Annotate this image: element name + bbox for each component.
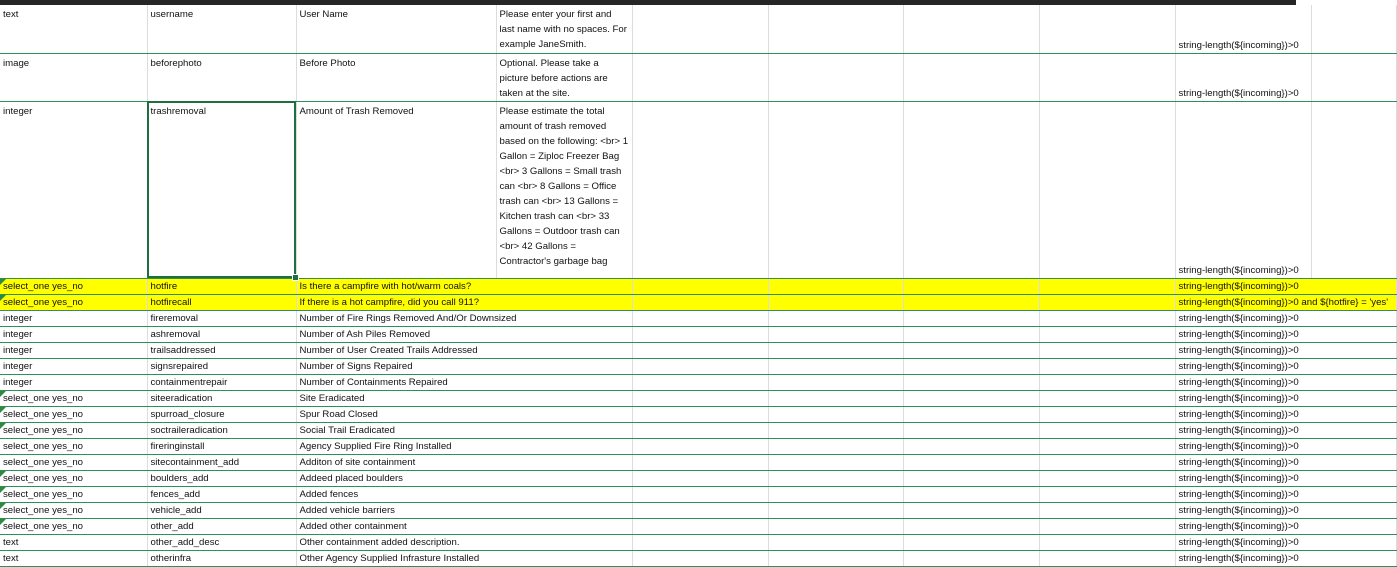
name-cell[interactable]: otherinfra bbox=[147, 550, 296, 566]
type-cell[interactable]: text bbox=[0, 5, 147, 53]
empty-cell[interactable] bbox=[768, 470, 903, 486]
type-cell[interactable]: text bbox=[0, 550, 147, 566]
table-row bbox=[0, 422, 1396, 438]
name-cell[interactable]: fireringinstall bbox=[147, 438, 296, 454]
empty-cell[interactable] bbox=[632, 406, 768, 422]
fill-handle[interactable] bbox=[292, 274, 299, 281]
empty-cell[interactable] bbox=[768, 390, 903, 406]
empty-cell[interactable] bbox=[903, 326, 1039, 342]
error-indicator-icon[interactable] bbox=[0, 487, 6, 493]
name-cell[interactable]: spurroad_closure bbox=[147, 406, 296, 422]
constraint-cell[interactable]: string-length(${incoming})>0 and ${hotfire} = 'yes' bbox=[1175, 294, 1396, 310]
constraint-cell[interactable]: string-length(${incoming})>0 bbox=[1175, 422, 1396, 438]
empty-cell[interactable] bbox=[903, 518, 1039, 534]
table-row bbox=[0, 486, 1396, 502]
empty-cell[interactable] bbox=[1039, 294, 1175, 310]
empty-cell[interactable] bbox=[632, 534, 768, 550]
table-row bbox=[0, 358, 1396, 374]
constraint-cell[interactable]: string-length(${incoming})>0 bbox=[1175, 550, 1396, 566]
constraint-cell[interactable]: string-length(${incoming})>0 bbox=[1175, 406, 1396, 422]
label-cell[interactable]: Addeed placed boulders bbox=[296, 470, 632, 486]
empty-cell[interactable] bbox=[903, 294, 1039, 310]
empty-cell[interactable] bbox=[1039, 310, 1175, 326]
label-cell[interactable]: If there is a hot campfire, did you call 911? bbox=[296, 294, 632, 310]
table-row bbox=[0, 438, 1396, 454]
empty-cell[interactable] bbox=[632, 374, 768, 390]
empty-cell[interactable] bbox=[632, 294, 768, 310]
type-cell[interactable]: select_one yes_no bbox=[0, 294, 147, 310]
empty-cell[interactable] bbox=[632, 326, 768, 342]
constraint-cell[interactable]: string-length(${incoming})>0 bbox=[1175, 390, 1396, 406]
empty-cell[interactable] bbox=[1311, 101, 1396, 278]
empty-cell[interactable] bbox=[1039, 422, 1175, 438]
empty-cell[interactable] bbox=[632, 486, 768, 502]
empty-cell[interactable] bbox=[632, 422, 768, 438]
name-cell[interactable]: vehicle_add bbox=[147, 502, 296, 518]
table-row bbox=[0, 390, 1396, 406]
table-row bbox=[0, 454, 1396, 470]
empty-cell[interactable] bbox=[768, 278, 903, 294]
constraint-cell[interactable]: string-length(${incoming})>0 bbox=[1175, 342, 1396, 358]
table-row bbox=[0, 534, 1396, 550]
name-cell[interactable]: siteeradication bbox=[147, 390, 296, 406]
empty-cell[interactable] bbox=[903, 53, 1039, 101]
empty-cell[interactable] bbox=[768, 374, 903, 390]
name-cell[interactable]: ashremoval bbox=[147, 326, 296, 342]
empty-cell[interactable] bbox=[632, 518, 768, 534]
name-cell[interactable]: containmentrepair bbox=[147, 374, 296, 390]
empty-cell[interactable] bbox=[1311, 5, 1396, 53]
constraint-cell[interactable]: string-length(${incoming})>0 bbox=[1175, 534, 1396, 550]
empty-cell[interactable] bbox=[768, 294, 903, 310]
empty-cell[interactable] bbox=[768, 310, 903, 326]
name-cell[interactable]: fireremoval bbox=[147, 310, 296, 326]
hint-cell[interactable]: Optional. Please take a picture before actions are taken at the site. bbox=[496, 53, 632, 101]
empty-cell[interactable] bbox=[903, 342, 1039, 358]
empty-cell[interactable] bbox=[632, 53, 768, 101]
empty-cell[interactable] bbox=[1311, 53, 1396, 101]
type-cell[interactable]: select_one yes_no bbox=[0, 486, 147, 502]
empty-cell[interactable] bbox=[1039, 5, 1175, 53]
constraint-cell[interactable]: string-length(${incoming})>0 bbox=[1175, 326, 1396, 342]
empty-cell[interactable] bbox=[903, 374, 1039, 390]
type-cell[interactable]: select_one yes_no bbox=[0, 470, 147, 486]
empty-cell[interactable] bbox=[903, 358, 1039, 374]
empty-cell[interactable] bbox=[768, 486, 903, 502]
type-cell[interactable]: integer bbox=[0, 342, 147, 358]
empty-cell[interactable] bbox=[632, 470, 768, 486]
name-cell[interactable]: boulders_add bbox=[147, 470, 296, 486]
error-indicator-icon[interactable] bbox=[0, 471, 6, 477]
label-cell[interactable]: Is there a campfire with hot/warm coals? bbox=[296, 278, 632, 294]
type-cell[interactable]: integer bbox=[0, 374, 147, 390]
empty-cell[interactable] bbox=[1039, 486, 1175, 502]
empty-cell[interactable] bbox=[768, 358, 903, 374]
table-row bbox=[0, 101, 1396, 278]
type-cell[interactable]: select_one yes_no bbox=[0, 502, 147, 518]
error-indicator-icon[interactable] bbox=[0, 519, 6, 525]
label-cell[interactable]: Before Photo bbox=[296, 53, 496, 101]
type-cell[interactable]: select_one yes_no bbox=[0, 278, 147, 294]
label-cell[interactable]: Added vehicle barriers bbox=[296, 502, 632, 518]
type-cell[interactable]: image bbox=[0, 53, 147, 101]
table-row bbox=[0, 342, 1396, 358]
empty-cell[interactable] bbox=[768, 518, 903, 534]
empty-cell[interactable] bbox=[1039, 406, 1175, 422]
table-row bbox=[0, 294, 1396, 310]
empty-cell[interactable] bbox=[903, 438, 1039, 454]
empty-cell[interactable] bbox=[903, 470, 1039, 486]
empty-cell[interactable] bbox=[903, 502, 1039, 518]
name-cell[interactable]: signsrepaired bbox=[147, 358, 296, 374]
type-cell[interactable]: select_one yes_no bbox=[0, 422, 147, 438]
constraint-cell[interactable]: string-length(${incoming})>0 bbox=[1175, 438, 1396, 454]
table-row bbox=[0, 550, 1396, 566]
empty-cell[interactable] bbox=[632, 502, 768, 518]
type-cell[interactable]: integer bbox=[0, 358, 147, 374]
type-cell[interactable]: select_one yes_no bbox=[0, 518, 147, 534]
empty-cell[interactable] bbox=[903, 390, 1039, 406]
label-cell[interactable]: Number of Fire Rings Removed And/Or Downsized bbox=[296, 310, 632, 326]
label-cell[interactable]: Site Eradicated bbox=[296, 390, 632, 406]
empty-cell[interactable] bbox=[632, 358, 768, 374]
empty-cell[interactable] bbox=[632, 310, 768, 326]
empty-cell[interactable] bbox=[903, 534, 1039, 550]
error-indicator-icon[interactable] bbox=[0, 279, 6, 285]
empty-cell[interactable] bbox=[768, 53, 903, 101]
empty-cell[interactable] bbox=[632, 390, 768, 406]
empty-cell[interactable] bbox=[903, 454, 1039, 470]
type-cell[interactable]: integer bbox=[0, 310, 147, 326]
empty-cell[interactable] bbox=[903, 5, 1039, 53]
name-cell[interactable]: username bbox=[147, 5, 296, 53]
empty-cell[interactable] bbox=[1039, 502, 1175, 518]
spreadsheet-grid[interactable] bbox=[0, 5, 1389, 564]
label-cell[interactable]: Social Trail Eradicated bbox=[296, 422, 632, 438]
name-cell[interactable]: trailsaddressed bbox=[147, 342, 296, 358]
label-cell[interactable]: Agency Supplied Fire Ring Installed bbox=[296, 438, 632, 454]
hint-cell[interactable]: Please estimate the total amount of trash removed based on the following: <br> 1 Gallon = Ziploc Freezer Bag <br> 3 Gallons = Small trash can <br> 8 Gallons = Office trash can <br> 13 Gallons = Kitchen trash can <br> 33 Gallons = Outdoor trash can <br> 42 Gallons = Contractor's garbage bag bbox=[496, 101, 632, 278]
type-cell[interactable]: integer bbox=[0, 326, 147, 342]
constraint-cell[interactable]: string-length(${incoming})>0 bbox=[1175, 486, 1396, 502]
constraint-cell[interactable]: string-length(${incoming})>0 bbox=[1175, 310, 1396, 326]
selected-cell[interactable]: trashremoval bbox=[147, 101, 296, 278]
name-cell[interactable]: soctraileradication bbox=[147, 422, 296, 438]
error-indicator-icon[interactable] bbox=[0, 407, 6, 413]
empty-cell[interactable] bbox=[903, 406, 1039, 422]
empty-cell[interactable] bbox=[768, 342, 903, 358]
table-row bbox=[0, 518, 1396, 534]
empty-cell[interactable] bbox=[1039, 390, 1175, 406]
empty-cell[interactable] bbox=[903, 310, 1039, 326]
empty-cell[interactable] bbox=[1039, 374, 1175, 390]
empty-cell[interactable] bbox=[768, 326, 903, 342]
label-cell[interactable]: Added other containment bbox=[296, 518, 632, 534]
empty-cell[interactable] bbox=[1039, 53, 1175, 101]
type-cell[interactable]: select_one yes_no bbox=[0, 390, 147, 406]
type-cell[interactable]: text bbox=[0, 534, 147, 550]
empty-cell[interactable] bbox=[632, 5, 768, 53]
empty-cell[interactable] bbox=[1039, 278, 1175, 294]
name-cell[interactable]: other_add bbox=[147, 518, 296, 534]
error-indicator-icon[interactable] bbox=[0, 391, 6, 397]
empty-cell[interactable] bbox=[768, 406, 903, 422]
constraint-cell[interactable]: string-length(${incoming})>0 bbox=[1175, 358, 1396, 374]
label-cell[interactable]: Additon of site containment bbox=[296, 454, 632, 470]
label-cell[interactable]: Other containment added description. bbox=[296, 534, 632, 550]
empty-cell[interactable] bbox=[632, 438, 768, 454]
empty-cell[interactable] bbox=[768, 5, 903, 53]
constraint-cell[interactable]: string-length(${incoming})>0 bbox=[1175, 454, 1396, 470]
empty-cell[interactable] bbox=[1039, 534, 1175, 550]
empty-cell[interactable] bbox=[632, 101, 768, 278]
table-row bbox=[0, 470, 1396, 486]
constraint-cell[interactable]: string-length(${incoming})>0 bbox=[1175, 101, 1311, 278]
table-row bbox=[0, 502, 1396, 518]
constraint-cell[interactable]: string-length(${incoming})>0 bbox=[1175, 518, 1396, 534]
empty-cell[interactable] bbox=[903, 486, 1039, 502]
label-cell[interactable]: Amount of Trash Removed bbox=[296, 101, 496, 278]
empty-cell[interactable] bbox=[768, 502, 903, 518]
table-row bbox=[0, 374, 1396, 390]
table-row bbox=[0, 278, 1396, 294]
empty-cell[interactable] bbox=[768, 454, 903, 470]
empty-cell[interactable] bbox=[1039, 438, 1175, 454]
constraint-cell[interactable]: string-length(${incoming})>0 bbox=[1175, 278, 1396, 294]
empty-cell[interactable] bbox=[768, 101, 903, 278]
label-cell[interactable]: Number of Signs Repaired bbox=[296, 358, 632, 374]
constraint-cell[interactable]: string-length(${incoming})>0 bbox=[1175, 374, 1396, 390]
hint-cell[interactable]: Please enter your first and last name with no spaces. For example JaneSmith. bbox=[496, 5, 632, 53]
empty-cell[interactable] bbox=[768, 438, 903, 454]
label-cell[interactable]: Other Agency Supplied Infrasture Installed bbox=[296, 550, 632, 566]
empty-cell[interactable] bbox=[768, 550, 903, 566]
name-cell[interactable]: sitecontainment_add bbox=[147, 454, 296, 470]
name-cell[interactable]: hotfirecall bbox=[147, 294, 296, 310]
constraint-cell[interactable]: string-length(${incoming})>0 bbox=[1175, 53, 1311, 101]
constraint-cell[interactable]: string-length(${incoming})>0 bbox=[1175, 502, 1396, 518]
empty-cell[interactable] bbox=[903, 101, 1039, 278]
survey-table bbox=[0, 5, 1397, 567]
empty-cell[interactable] bbox=[903, 278, 1039, 294]
label-cell[interactable]: User Name bbox=[296, 5, 496, 53]
name-cell[interactable]: other_add_desc bbox=[147, 534, 296, 550]
error-indicator-icon[interactable] bbox=[0, 503, 6, 509]
name-cell[interactable]: beforephoto bbox=[147, 53, 296, 101]
table-row bbox=[0, 406, 1396, 422]
name-cell[interactable]: fences_add bbox=[147, 486, 296, 502]
type-cell[interactable]: select_one yes_no bbox=[0, 406, 147, 422]
constraint-cell[interactable]: string-length(${incoming})>0 bbox=[1175, 5, 1311, 53]
label-cell[interactable]: Added fences bbox=[296, 486, 632, 502]
table-row bbox=[0, 53, 1396, 101]
table-row bbox=[0, 5, 1396, 53]
empty-cell[interactable] bbox=[768, 422, 903, 438]
empty-cell[interactable] bbox=[632, 342, 768, 358]
table-row bbox=[0, 310, 1396, 326]
label-cell[interactable]: Spur Road Closed bbox=[296, 406, 632, 422]
empty-cell[interactable] bbox=[632, 454, 768, 470]
type-cell[interactable]: select_one yes_no bbox=[0, 454, 147, 470]
type-cell[interactable]: select_one yes_no bbox=[0, 438, 147, 454]
empty-cell[interactable] bbox=[632, 278, 768, 294]
label-cell[interactable]: Number of Ash Piles Removed bbox=[296, 326, 632, 342]
empty-cell[interactable] bbox=[1039, 358, 1175, 374]
error-indicator-icon[interactable] bbox=[0, 423, 6, 429]
empty-cell[interactable] bbox=[768, 534, 903, 550]
constraint-cell[interactable]: string-length(${incoming})>0 bbox=[1175, 470, 1396, 486]
empty-cell[interactable] bbox=[1039, 326, 1175, 342]
empty-cell[interactable] bbox=[1039, 454, 1175, 470]
table-row bbox=[0, 326, 1396, 342]
name-cell[interactable]: hotfire bbox=[147, 278, 296, 294]
empty-cell[interactable] bbox=[1039, 550, 1175, 566]
empty-cell[interactable] bbox=[1039, 518, 1175, 534]
empty-cell[interactable] bbox=[903, 550, 1039, 566]
empty-cell[interactable] bbox=[1039, 470, 1175, 486]
empty-cell[interactable] bbox=[1039, 101, 1175, 278]
empty-cell[interactable] bbox=[903, 422, 1039, 438]
label-cell[interactable]: Number of Containments Repaired bbox=[296, 374, 632, 390]
empty-cell[interactable] bbox=[1039, 342, 1175, 358]
label-cell[interactable]: Number of User Created Trails Addressed bbox=[296, 342, 632, 358]
empty-cell[interactable] bbox=[632, 550, 768, 566]
error-indicator-icon[interactable] bbox=[0, 295, 6, 301]
type-cell[interactable]: integer bbox=[0, 101, 147, 278]
